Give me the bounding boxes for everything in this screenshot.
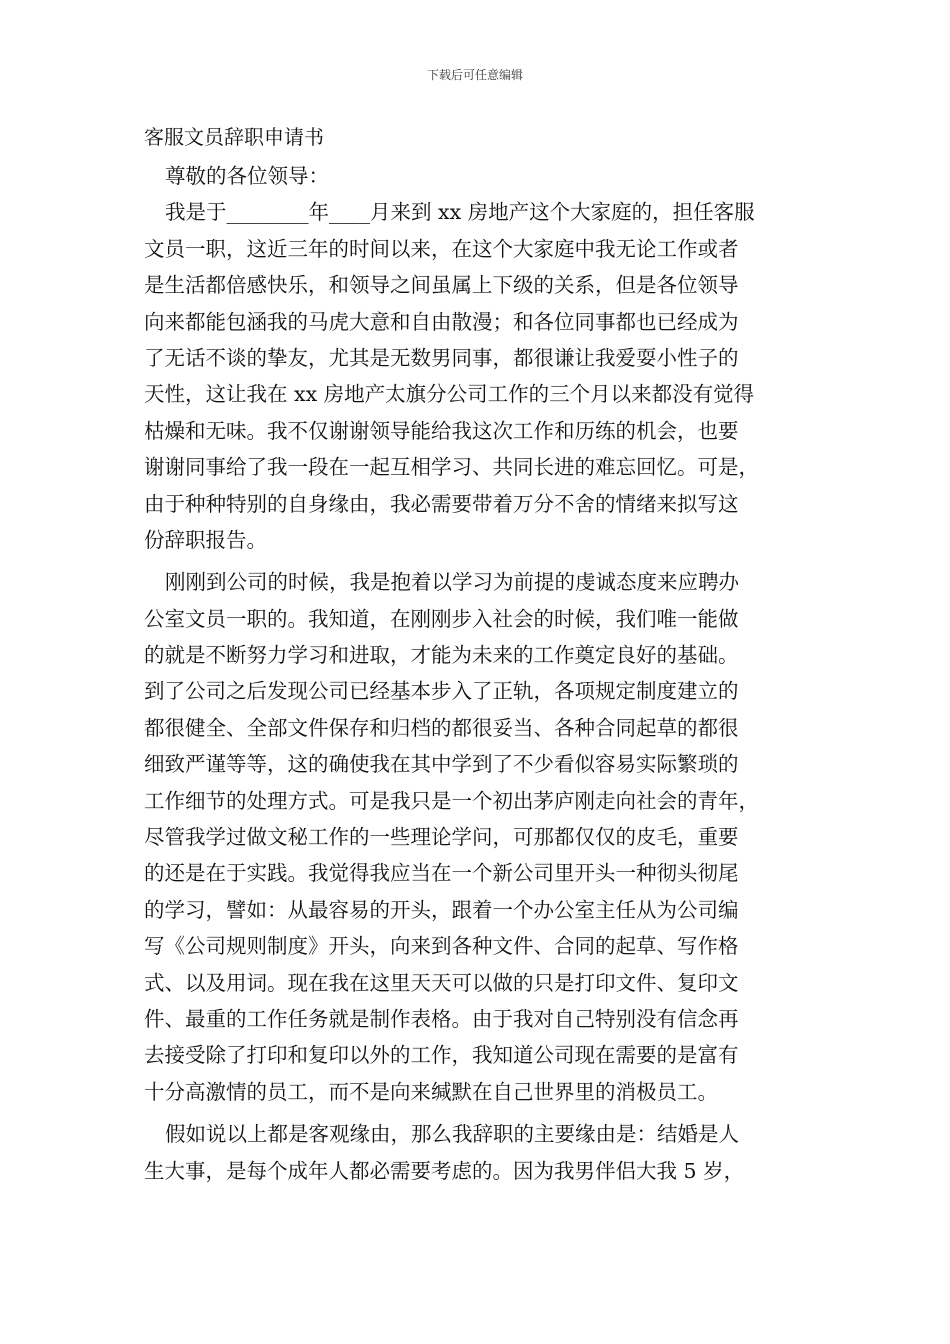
paragraph-2-line: 式、以及用词。现在我在这里天天可以做的只是打印文件、复印文 bbox=[144, 970, 739, 995]
paragraph-2-line: 件、最重的工作任务就是制作表格。由于我对自己特别没有信念再 bbox=[144, 1006, 739, 1031]
page-header-note: 下载后可任意编辑 bbox=[426, 68, 523, 82]
paragraph-2-line: 工作细节的处理方式。可是我只是一个初出茅庐刚走向社会的青年， bbox=[144, 788, 759, 813]
paragraph-2-line: 刚刚到公司的时候，我是抱着以学习为前提的虔诚态度来应聘办 bbox=[165, 570, 739, 595]
paragraph-1-line: 天性，这让我在 xx 房地产太旗分公司工作的三个月以来都没有觉得 bbox=[144, 382, 755, 407]
paragraph-1-line: 文员一职，这近三年的时间以来，在这个大家庭中我无论工作或者 bbox=[144, 236, 739, 261]
paragraph-2-line: 去接受除了打印和复印以外的工作，我知道公司现在需要的是富有 bbox=[144, 1043, 739, 1068]
paragraph-3-line: 生大事，是每个成年人都必需要考虑的。因为我男伴侣大我 5 岁， bbox=[144, 1158, 745, 1183]
paragraph-2-line: 的学习，譬如：从最容易的开头，跟着一个办公室主任从为公司编 bbox=[144, 897, 739, 922]
paragraph-2-line: 的还是在于实践。我觉得我应当在一个新公司里开头一种彻头彻尾 bbox=[144, 861, 739, 886]
paragraph-1-line: 我是于________年____月来到 xx 房地产这个大家庭的，担任客服 bbox=[165, 200, 755, 225]
paragraph-1-line: 是生活都倍感快乐，和领导之间虽属上下级的关系，但是各位领导 bbox=[144, 273, 739, 298]
paragraph-1-line: 向来都能包涵我的马虎大意和自由散漫；和各位同事都也已经成为 bbox=[144, 309, 739, 334]
paragraph-3-line: 假如说以上都是客观缘由，那么我辞职的主要缘由是：结婚是人 bbox=[165, 1122, 739, 1147]
greeting-line: 尊敬的各位领导： bbox=[165, 164, 329, 188]
paragraph-2-line: 十分高激情的员工，而不是向来缄默在自己世界里的消极员工。 bbox=[144, 1079, 718, 1104]
document-body bbox=[144, 158, 812, 1189]
paragraph-2-line: 的就是不断努力学习和进取，才能为未来的工作奠定良好的基础。 bbox=[144, 643, 739, 668]
paragraph-2-line: 细致严谨等等，这的确使我在其中学到了不少看似容易实际繁琐的 bbox=[144, 752, 739, 777]
paragraph-1-line: 谢谢同事给了我一段在一起互相学习、共同长进的难忘回忆。可是， bbox=[144, 455, 759, 480]
paragraph-2-line: 尽管我学过做文秘工作的一些理论学问，可那都仅仅的皮毛，重要 bbox=[144, 825, 739, 850]
paragraph-1-line: 由于种种特别的自身缘由，我必需要带着万分不舍的情绪来拟写这 bbox=[144, 491, 739, 516]
paragraph-1-line: 枯燥和无味。我不仅谢谢领导能给我这次工作和历练的机会，也要 bbox=[144, 418, 739, 443]
paragraph-2-line: 写《公司规则制度》开头，向来到各种文件、合同的起草、写作格 bbox=[144, 934, 739, 959]
paragraph-2-line: 到了公司之后发现公司已经基本步入了正轨，各项规定制度建立的 bbox=[144, 679, 739, 704]
paragraph-1-line: 份辞职报告。 bbox=[144, 527, 267, 552]
paragraph-2-line: 都很健全、全部文件保存和归档的都很妥当、各种合同起草的都很 bbox=[144, 715, 739, 740]
document-title: 客服文员辞职申请书 bbox=[144, 125, 324, 149]
paragraph-1-line: 了无话不谈的挚友，尤其是无数男同事，都很谦让我爱耍小性子的 bbox=[144, 345, 739, 370]
paragraph-2-line: 公室文员一职的。我知道，在刚刚步入社会的时候，我们唯一能做 bbox=[144, 606, 739, 631]
